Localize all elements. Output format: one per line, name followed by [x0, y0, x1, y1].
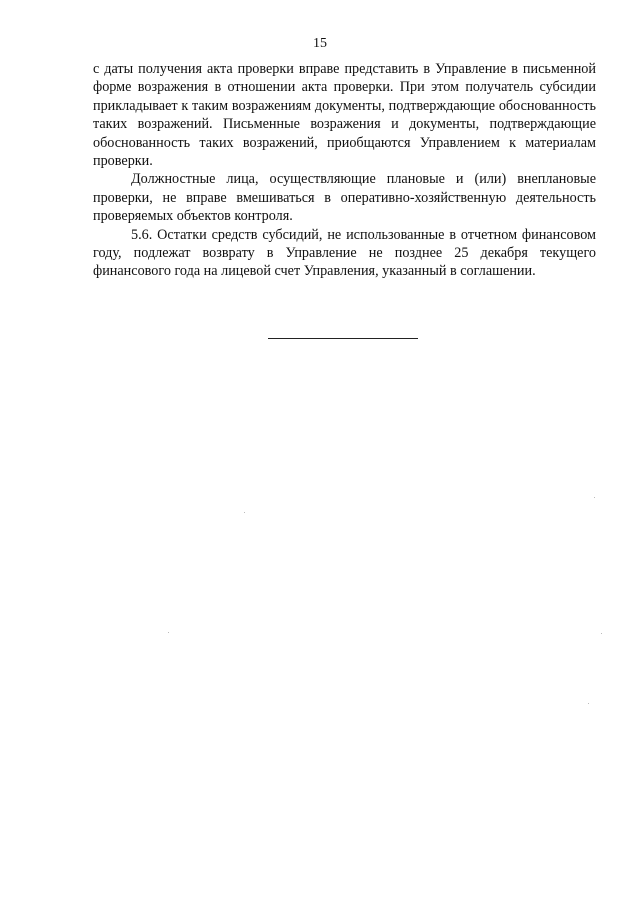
page-number: 15 — [313, 36, 327, 51]
paragraph-remaining-funds: 5.6. Остатки средств субсидий, не использованные в отчетном финансовом году, подлежат возврату в Управление не позднее 25 декабря текущего финансового года на лицевой счет Управления, указанный в соглашении. — [93, 226, 596, 280]
document-body — [93, 60, 596, 281]
paragraph-objections: с даты получения акта проверки вправе представить в Управление в письменной форме возражения в отношении акта проверки. При этом получатель субсидии прикладывает к таким возражениям документы, подтверждающие обоснованность таких возражений. Письменные возражения и документы, подтверждающие обоснованность таких возражений, приобщаются Управлением к материалам проверки. — [93, 61, 596, 170]
scan-speck — [244, 512, 245, 513]
end-separator-line — [268, 338, 418, 339]
paragraph-officials: Должностные лица, осуществляющие плановые и (или) внеплановые проверки, не вправе вмешиваться в оперативно-хозяйственную деятельность проверяемых объектов контроля. — [93, 171, 596, 225]
scan-speck — [594, 497, 595, 498]
scan-speck — [601, 633, 602, 634]
scan-speck — [588, 703, 589, 704]
scan-speck — [168, 632, 169, 633]
